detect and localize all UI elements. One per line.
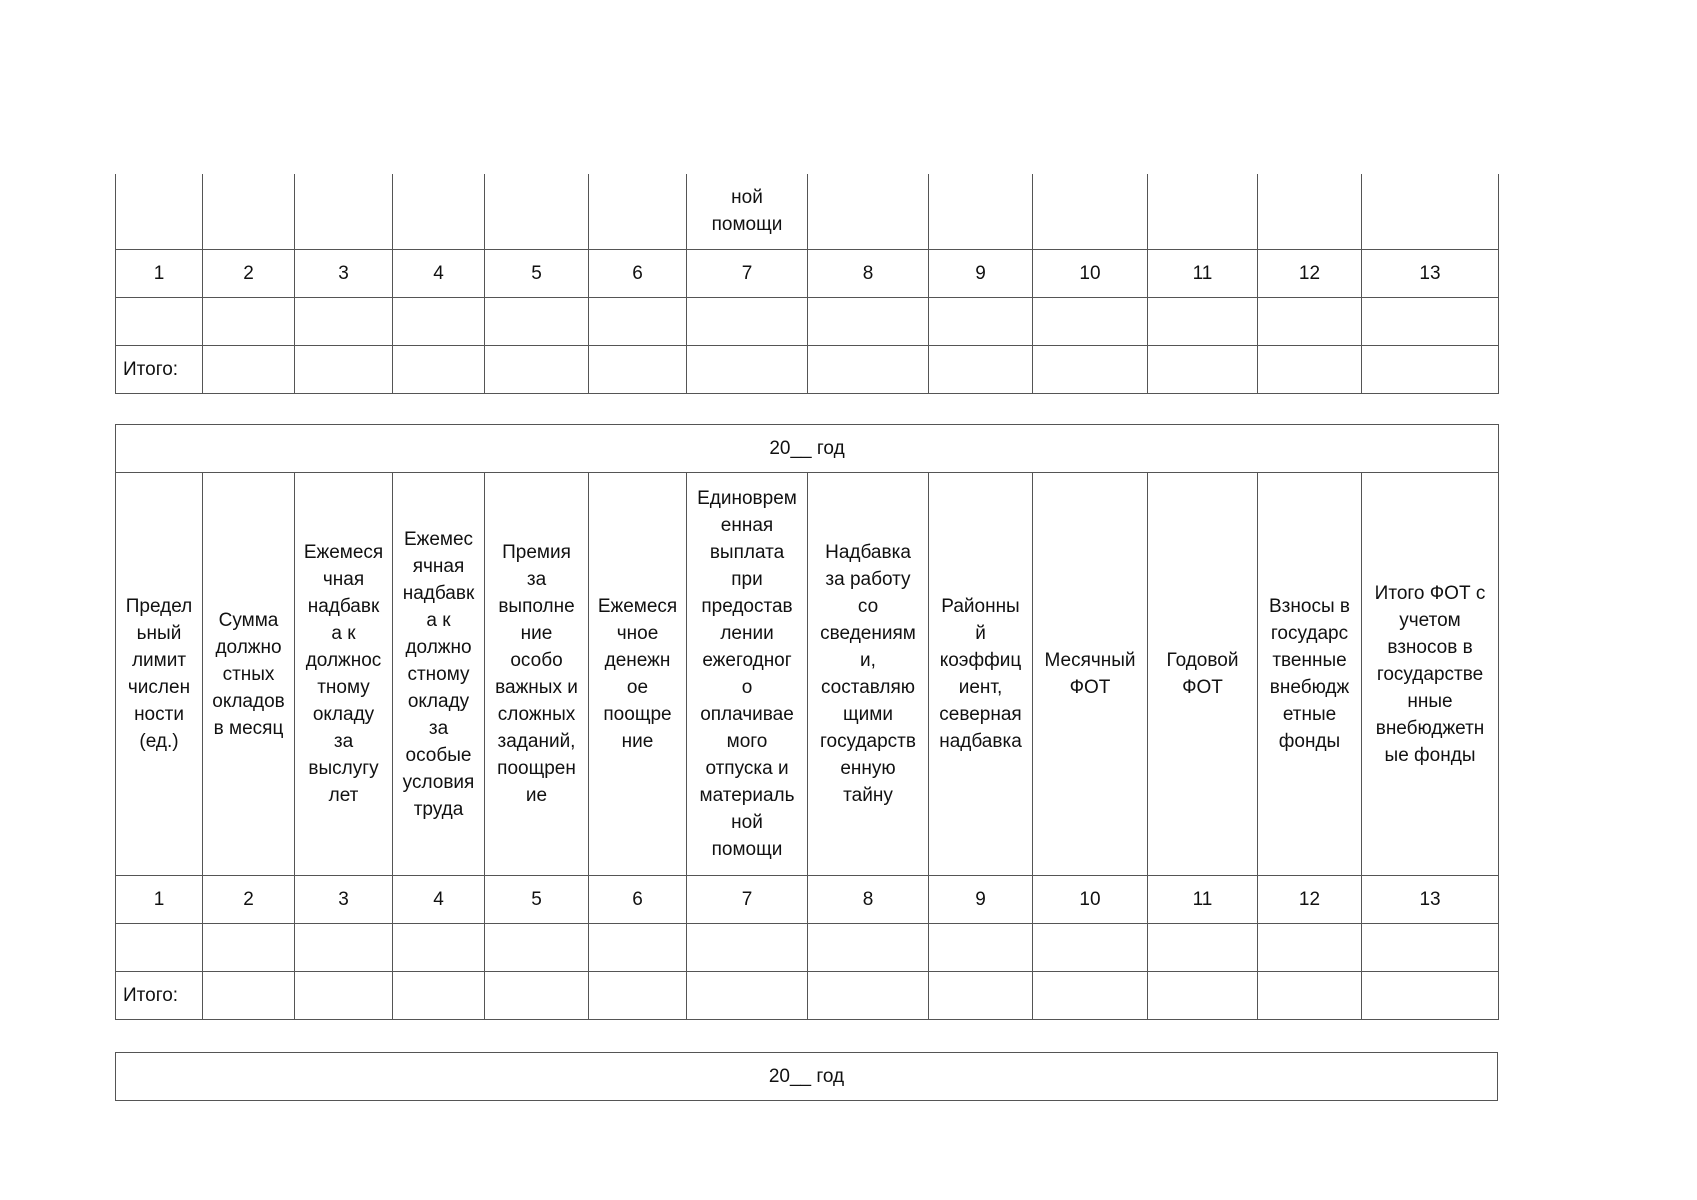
- data-cell[interactable]: [589, 297, 687, 345]
- column-number: 9: [929, 249, 1033, 297]
- header-cell: [1362, 174, 1499, 249]
- header-text: Ежемес ячная надбавк а к должно стному окладу за особые условия труда: [402, 528, 475, 820]
- header-text: Годовой ФОТ: [1166, 650, 1239, 698]
- total-cell[interactable]: [295, 345, 393, 393]
- column-number: 12: [1258, 876, 1362, 924]
- header-continuation-row: [116, 174, 1499, 249]
- total-cell[interactable]: [1033, 345, 1148, 393]
- header-cell: [1033, 174, 1148, 249]
- total-row: [116, 972, 1499, 1020]
- data-cell[interactable]: [393, 924, 485, 972]
- year-fot-table: [115, 424, 1499, 1020]
- column-number: 2: [203, 876, 295, 924]
- next-year-fot-table: [115, 1052, 1498, 1101]
- continued-fot-table: [115, 174, 1499, 394]
- total-label: Итого:: [116, 972, 203, 1020]
- total-cell[interactable]: [1033, 972, 1148, 1020]
- header-text: Предел ьный лимит числен ности (ед.): [125, 596, 193, 752]
- header-cell: [116, 473, 203, 876]
- year-row: [116, 425, 1499, 473]
- column-number: 8: [808, 249, 929, 297]
- total-cell[interactable]: [203, 345, 295, 393]
- data-entry-row: [116, 297, 1499, 345]
- year-label: 20__ год: [116, 425, 1499, 473]
- data-cell[interactable]: [589, 924, 687, 972]
- data-cell[interactable]: [1362, 924, 1499, 972]
- header-text: Месячный ФОТ: [1044, 650, 1136, 698]
- header-cell: [808, 174, 929, 249]
- header-cell: [929, 174, 1033, 249]
- header-text: Ежемеся чное денежн ое поощре ние: [597, 596, 678, 752]
- header-cell: [589, 174, 687, 249]
- data-cell[interactable]: [485, 297, 589, 345]
- header-cell: [1362, 473, 1499, 876]
- total-cell[interactable]: [485, 972, 589, 1020]
- data-cell[interactable]: [295, 924, 393, 972]
- total-label: Итого:: [116, 345, 203, 393]
- data-cell[interactable]: [116, 924, 203, 972]
- total-cell[interactable]: [1148, 972, 1258, 1020]
- data-cell[interactable]: [116, 297, 203, 345]
- total-cell[interactable]: [203, 972, 295, 1020]
- data-cell[interactable]: [687, 924, 808, 972]
- header-text: Взносы в государс твенные внебюдж етные фонды: [1269, 596, 1350, 752]
- header-text: Премия за выполне ние особо важных и сложных заданий, поощрен ие: [495, 542, 578, 806]
- header-cell: [203, 473, 295, 876]
- column-number: 10: [1033, 876, 1148, 924]
- data-cell[interactable]: [1033, 924, 1148, 972]
- header-cell: [393, 174, 485, 249]
- column-number: 4: [393, 876, 485, 924]
- total-cell[interactable]: [1258, 345, 1362, 393]
- total-cell[interactable]: [929, 345, 1033, 393]
- total-cell[interactable]: [393, 345, 485, 393]
- data-cell[interactable]: [929, 297, 1033, 345]
- column-number: 13: [1362, 249, 1499, 297]
- total-row: [116, 345, 1499, 393]
- column-number-row: [116, 876, 1499, 924]
- total-cell[interactable]: [589, 345, 687, 393]
- header-cell: [1148, 174, 1258, 249]
- total-cell[interactable]: [393, 972, 485, 1020]
- header-cell: [485, 473, 589, 876]
- total-cell[interactable]: [1362, 972, 1499, 1020]
- total-cell[interactable]: [687, 345, 808, 393]
- header-row: [116, 473, 1499, 876]
- total-cell[interactable]: [687, 972, 808, 1020]
- header-text: Итого ФОТ с учетом взносов в государстве нные внебюджетн ые фонды: [1374, 582, 1486, 766]
- header-text: Сумма должно стных окладов в месяц: [212, 609, 285, 739]
- header-text: Единоврем енная выплата при предостав лении ежегодног о оплачивае мого отпуска и материаль ной помощи: [697, 488, 797, 860]
- header-cell: [295, 473, 393, 876]
- column-number: 1: [116, 249, 203, 297]
- total-cell[interactable]: [808, 345, 929, 393]
- header-cell: [1148, 473, 1258, 876]
- column-number-row: [116, 249, 1499, 297]
- total-cell[interactable]: [1258, 972, 1362, 1020]
- column-number: 6: [589, 249, 687, 297]
- data-cell[interactable]: [1362, 297, 1499, 345]
- column-number: 10: [1033, 249, 1148, 297]
- total-cell[interactable]: [295, 972, 393, 1020]
- column-number: 2: [203, 249, 295, 297]
- column-number: 4: [393, 249, 485, 297]
- data-cell[interactable]: [393, 297, 485, 345]
- header-cell: [485, 174, 589, 249]
- data-cell[interactable]: [1148, 297, 1258, 345]
- year-label: 20__ год: [116, 1053, 1498, 1101]
- total-cell[interactable]: [929, 972, 1033, 1020]
- column-number: 11: [1148, 876, 1258, 924]
- header-cell: [1258, 174, 1362, 249]
- header-text: Ежемеся чная надбавк а к должнос тному окладу за выслугу лет: [303, 542, 384, 806]
- header-cell: [203, 174, 295, 249]
- header-cell: [589, 473, 687, 876]
- header-cell: [929, 473, 1033, 876]
- column-number: 12: [1258, 249, 1362, 297]
- data-cell[interactable]: [485, 924, 589, 972]
- column-number: 5: [485, 876, 589, 924]
- header-cell: [393, 473, 485, 876]
- column-number: 7: [687, 876, 808, 924]
- header-text: ной помощи: [711, 187, 783, 236]
- data-cell[interactable]: [929, 924, 1033, 972]
- total-cell[interactable]: [589, 972, 687, 1020]
- column-number: 3: [295, 249, 393, 297]
- data-cell[interactable]: [203, 924, 295, 972]
- data-cell[interactable]: [1148, 924, 1258, 972]
- header-text: Надбавка за работу со сведениям и, составляю щими государств енную тайну: [820, 542, 916, 806]
- data-cell[interactable]: [203, 297, 295, 345]
- header-cell: [116, 174, 203, 249]
- column-number: 3: [295, 876, 393, 924]
- column-number: 9: [929, 876, 1033, 924]
- total-cell[interactable]: [485, 345, 589, 393]
- header-cell: [808, 473, 929, 876]
- data-cell[interactable]: [1033, 297, 1148, 345]
- data-cell[interactable]: [808, 297, 929, 345]
- header-cell: [295, 174, 393, 249]
- column-number: 8: [808, 876, 929, 924]
- total-cell[interactable]: [808, 972, 929, 1020]
- column-number: 5: [485, 249, 589, 297]
- column-number: 13: [1362, 876, 1499, 924]
- year-row: [116, 1053, 1498, 1101]
- header-text: Районны й коэффиц иент, северная надбавка: [939, 596, 1022, 752]
- header-cell: [1258, 473, 1362, 876]
- total-cell[interactable]: [1148, 345, 1258, 393]
- total-cell[interactable]: [1362, 345, 1499, 393]
- data-cell[interactable]: [295, 297, 393, 345]
- header-cell: [687, 174, 808, 249]
- data-cell[interactable]: [1258, 297, 1362, 345]
- column-number: 7: [687, 249, 808, 297]
- data-cell[interactable]: [808, 924, 929, 972]
- column-number: 6: [589, 876, 687, 924]
- header-cell: [1033, 473, 1148, 876]
- data-entry-row: [116, 924, 1499, 972]
- data-cell[interactable]: [687, 297, 808, 345]
- data-cell[interactable]: [1258, 924, 1362, 972]
- column-number: 11: [1148, 249, 1258, 297]
- header-cell: [687, 473, 808, 876]
- column-number: 1: [116, 876, 203, 924]
